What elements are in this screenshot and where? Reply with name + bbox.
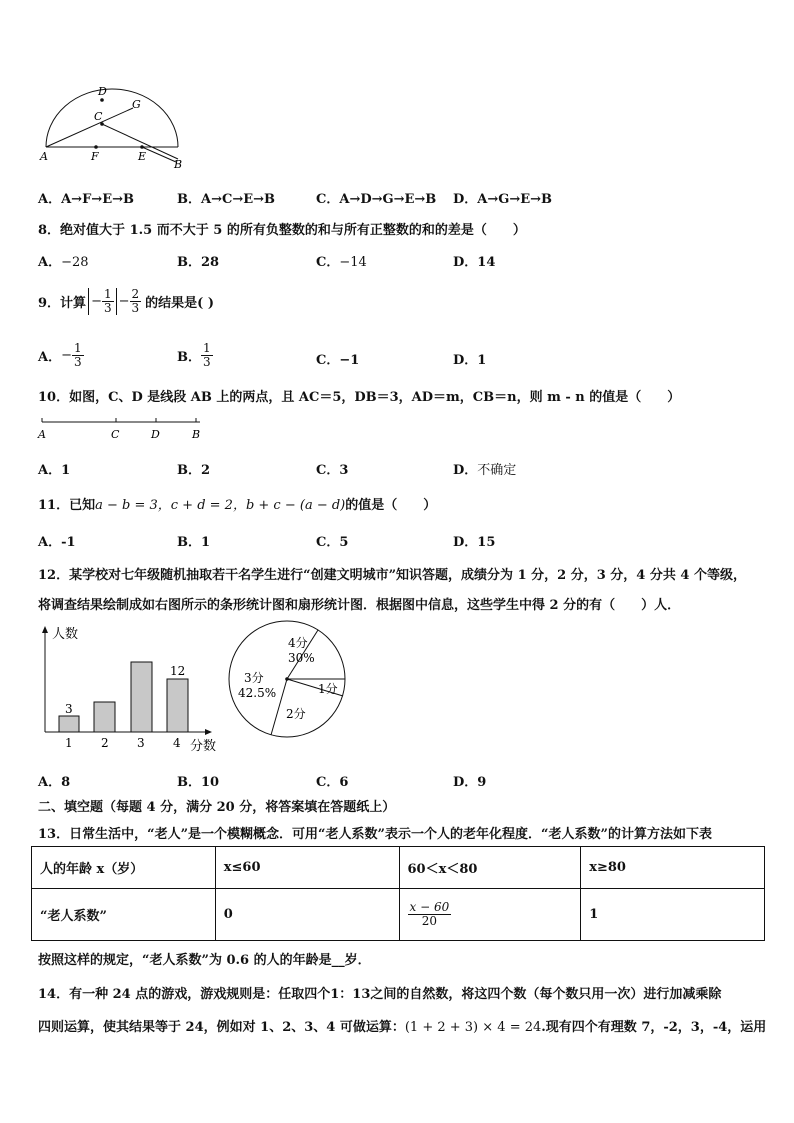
q13-table-row-2	[32, 889, 765, 941]
q8-option-a: A．−28	[38, 255, 89, 270]
bar-3	[131, 662, 152, 732]
q12-option-d: D．9	[453, 775, 487, 790]
q13-cell-age-header: 人的年龄 x（岁）	[32, 847, 216, 889]
q8-option-c: C．−14	[316, 255, 367, 270]
bar-4	[167, 679, 188, 732]
q12-option-b: B．10	[177, 775, 220, 790]
bar-tick-4: 4	[173, 736, 181, 750]
q12-option-a: A．8	[38, 775, 71, 790]
q12-pie-chart	[226, 620, 356, 750]
q14-line1: 14．有一种 24 点的游戏，游戏规则是：任取四个1：13之间的自然数，将这四个数（每个数只用一次）进行加减乘除	[38, 987, 722, 1002]
q10-label-c: C	[111, 428, 120, 441]
q7-label-b: B	[174, 158, 183, 171]
q8-option-d: D．14	[453, 255, 496, 270]
q7-label-a: A	[40, 150, 48, 163]
q10-option-d: D．不确定	[453, 463, 517, 478]
q11-option-c: C．5	[316, 535, 349, 550]
q7-label-g: G	[132, 98, 141, 111]
pie-label-4: 4分	[288, 636, 308, 650]
q9-option-b: B． $\frac{1}{3}$	[177, 341, 211, 369]
q11-stem: 11．已知a − b = 3，c + d = 2，b + c − (a − d)的值是（ ）	[38, 498, 437, 513]
bar-ylabel: 人数	[52, 627, 79, 642]
q12-stem-line1: 12．某学校对七年级随机抽取若干名学生进行“创建文明城市”知识答题，成绩分为 1 分，2 分，3 分，4 分共 4 个等级，	[38, 568, 746, 583]
q13-after: 按照这样的规定，“老人系数”为 0.6 的人的年龄是__岁．	[38, 953, 371, 968]
bar-tick-2: 2	[101, 736, 109, 750]
bar-xlabel: 分数	[190, 739, 217, 754]
q13-cell-range-2: 60＜x＜80	[399, 847, 581, 889]
q9-option-a: A． − $\frac{1}{3}$	[38, 341, 82, 369]
q10-label-a: A	[38, 428, 46, 441]
q7-option-b: B．A→C→E→B	[177, 192, 276, 207]
q13-cell-coef-1: 0	[215, 889, 399, 941]
q13-cell-coef-3: 1	[581, 889, 765, 941]
q7-label-d: D	[98, 85, 107, 98]
q10-label-d: D	[151, 428, 160, 441]
q13-cell-coef-2: $\frac{x - 60}{20}$	[399, 889, 581, 941]
q10-segment-figure	[36, 414, 216, 444]
pie-label-3: 3分	[244, 671, 264, 685]
bar-2	[94, 702, 115, 732]
q7-option-a: A．A→F→E→B	[38, 192, 134, 207]
q8-stem: 8．绝对值大于 1.5 而不大于 5 的所有负整数的和与所有正整数的和的差是（ ）	[38, 223, 526, 238]
q13-table-row-1	[32, 847, 765, 889]
bar-1	[59, 716, 79, 732]
section2-title: 二、填空题（每题 4 分，满分 20 分，将答案填在答题纸上）	[38, 800, 396, 815]
q14-line2: 四则运算，使其结果等于 24，例如对 1、2、3、4 可做运算：(1 + 2 + 3) × 4 = 24.现有四个有理数 7，-2，3，-4，运用	[38, 1020, 767, 1035]
q10-option-a: A．1	[38, 463, 71, 478]
q8-option-b: B．28	[177, 255, 220, 270]
q10-label-b: B	[192, 428, 201, 441]
q11-option-a: A．-1	[38, 535, 76, 550]
q7-option-d: D．A→G→E→B	[453, 192, 553, 207]
pie-pct-3: 42.5%	[238, 686, 277, 700]
bar-data-label-1: 3	[65, 702, 73, 716]
q10-option-c: C．3	[316, 463, 349, 478]
q13-cell-range-3: x≥80	[581, 847, 765, 889]
q7-label-c: C	[94, 110, 103, 123]
pie-label-2: 2分	[286, 707, 306, 721]
q11-option-b: B．1	[177, 535, 211, 550]
pie-pct-4: 30%	[288, 651, 315, 665]
q7-semicircle-figure	[36, 84, 196, 174]
bar-tick-3: 3	[137, 736, 145, 750]
q11-option-d: D．15	[453, 535, 496, 550]
q7-label-f: F	[91, 150, 99, 163]
q9-option-c: C．−1	[316, 353, 360, 368]
q10-option-b: B．2	[177, 463, 211, 478]
q13-table	[31, 846, 765, 941]
q13-stem: 13．日常生活中，“老人”是一个模糊概念．可用“老人系数”表示一个人的老年化程度．“老人系数”的计算方法如下表	[38, 827, 712, 842]
q7-option-c: C．A→D→G→E→B	[316, 192, 437, 207]
q12-bar-chart	[36, 624, 226, 754]
q9-stem: 9． 计算 − $\frac{1}{3}$ − $\frac{2}{3}$ 的结果是( )	[38, 287, 214, 315]
q7-label-e: E	[138, 150, 147, 163]
bar-data-label-4: 12	[170, 664, 186, 678]
q9-option-d: D．1	[453, 353, 487, 368]
q13-cell-coef-label: “老人系数”	[32, 889, 216, 941]
pie-label-1: 1分	[318, 682, 338, 696]
q12-stem-line2: 将调查结果绘制成如右图所示的条形统计图和扇形统计图．根据图中信息，这些学生中得 2 分的有（ ）人．	[38, 598, 681, 613]
bar-tick-1: 1	[65, 736, 73, 750]
q10-stem: 10．如图，C、D 是线段 AB 上的两点，且 AC＝5，DB＝3，AD＝m，CB＝n，则 m - n 的值是（ ）	[38, 390, 681, 405]
q13-cell-range-1: x≤60	[215, 847, 399, 889]
q12-option-c: C．6	[316, 775, 349, 790]
